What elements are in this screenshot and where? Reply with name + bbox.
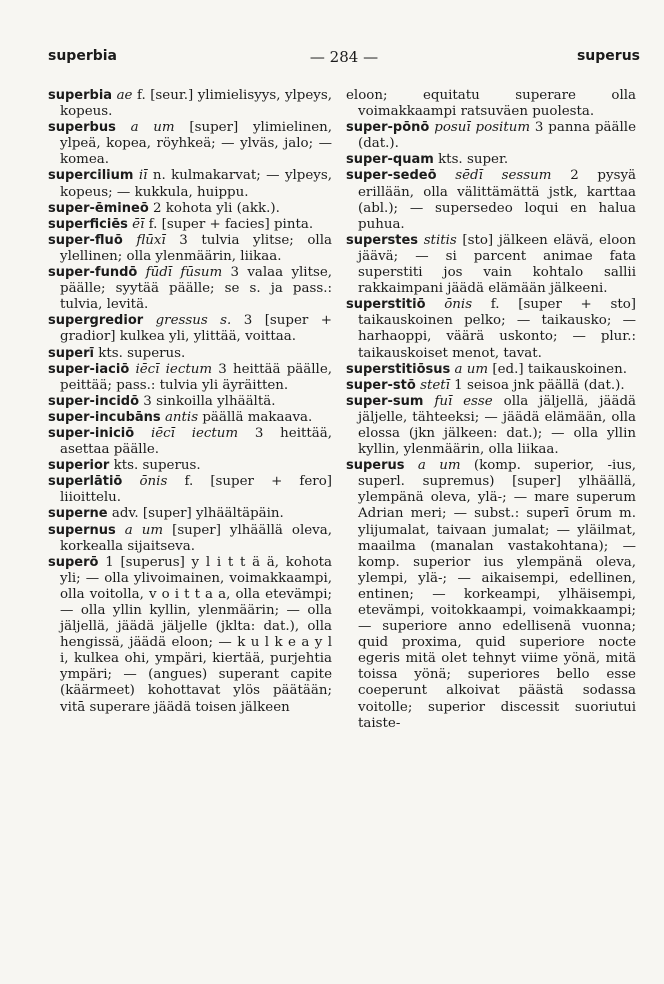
dictionary-entry (48, 523, 332, 555)
entry-definition: adv. [super] ylhäältäpäin. (107, 506, 284, 522)
entry-headword: superstitiō (346, 297, 426, 313)
entry-forms: a um (454, 361, 489, 377)
dictionary-entry (48, 474, 332, 506)
entry-definition: [super] ylimielinen, ylpeä, kopea, röyhkeä; — ylväs, jalo; — komea. (60, 120, 333, 168)
dictionary-entry (48, 217, 332, 233)
entry-headword: super-iniciō (48, 425, 135, 441)
entry-definition: 3 tulvia ylitse; olla ylellinen; olla ylenmäärin, liikaa. (60, 232, 332, 264)
entry-forms: ōnis (444, 297, 473, 313)
entry-definition: n. kulmakarvat; — ylpeys, kopeus; — kukkula, huippu. (60, 168, 332, 200)
right-column (346, 88, 636, 732)
dictionary-entry (48, 410, 332, 426)
entry-headword: super-quam (346, 152, 434, 168)
dictionary-entry (48, 88, 332, 120)
entry-headword: superlātiō (48, 474, 123, 490)
dictionary-entry (48, 201, 332, 217)
entry-definition: [ed.] taikauskoinen. (488, 361, 627, 377)
dictionary-entry (48, 168, 332, 200)
entry-definition: päällä makaava. (198, 409, 313, 425)
entry-forms: flūxī (136, 232, 166, 248)
entry-definition: 3 sinkoilla ylhäältä. (139, 393, 276, 409)
header-last-word: superus (576, 48, 640, 64)
entry-forms: ae (116, 88, 133, 103)
dictionary-entry (48, 233, 332, 265)
entry-forms: fūdī fūsum (145, 265, 223, 281)
running-header (48, 48, 640, 72)
entry-headword: supernus (48, 522, 116, 538)
entry-headword: super-stō (346, 377, 416, 393)
entry-headword: super-sedeō (346, 168, 437, 184)
entry-headword: superbia (48, 88, 113, 103)
dictionary-entry (346, 458, 636, 732)
entry-definition: kts. superus. (109, 458, 201, 474)
entry-headword: superne (48, 506, 108, 522)
header-first-word: superbia (48, 48, 117, 64)
entry-forms: iī (138, 168, 148, 184)
entry-forms: ōnis (139, 474, 168, 490)
dictionary-entry (346, 120, 636, 152)
dictionary-entry (48, 555, 332, 716)
entry-definition: eloon; equitatu superare olla voimakkaampi ratsuväen puolesta. (346, 88, 636, 120)
entry-headword: super-fluō (48, 232, 123, 248)
entry-forms: antis (164, 409, 199, 425)
entry-definition: f. [super + fero] liioittelu. (60, 474, 332, 506)
dictionary-entry (48, 394, 332, 410)
entry-forms: a um (124, 522, 164, 538)
entry-definition: kts. super. (433, 152, 509, 168)
dictionary-entry (48, 458, 332, 474)
entry-forms: stitis (423, 232, 457, 248)
dictionary-entry (48, 426, 332, 458)
entry-definition: 3 panna päälle (dat.). (358, 120, 636, 152)
entry-headword: supercilium (48, 168, 134, 184)
entry-definition: 3 valaa ylitse, päälle; syytää päälle; se s. ja pass.: tulvia, levitä. (60, 265, 333, 313)
dictionary-entry (48, 265, 332, 313)
entry-headword: superbus (48, 120, 116, 136)
entry-definition: 3 [super + gradior] kulkea yli, ylittää, voittaa. (60, 313, 332, 345)
entry-definition: 1 seisoa jnk päällä (dat.). (449, 377, 625, 393)
entry-headword: super-fundō (48, 265, 138, 281)
entry-headword: super-incidō (48, 393, 140, 409)
entry-headword: superstes (346, 232, 419, 248)
entry-forms: posuī positum (434, 120, 531, 136)
entry-forms: stetī (420, 377, 450, 393)
entry-headword: super-sum (346, 393, 424, 409)
entry-headword: super-incubāns (48, 409, 161, 425)
dictionary-entry (48, 120, 332, 168)
entry-definition: olla jäljellä, jäädä jäljelle, tähteeksi; — jäädä elämään, olla elossa (jkn jälkeen: dat.); — olla yllin kyllin, ylenmäärin, olla liikaa. (358, 393, 637, 458)
entry-definition: f. [super + facies] pinta. (144, 216, 314, 232)
entry-headword: superus (346, 458, 405, 474)
dictionary-entry (346, 88, 636, 120)
entry-headword: super-pōnō (346, 120, 430, 136)
dictionary-entry (48, 506, 332, 522)
entry-headword: super-iaciō (48, 361, 130, 377)
entry-definition: 2 kohota yli (akk.). (148, 200, 280, 216)
left-column (48, 88, 332, 716)
entry-definition: f. [super + sto] taikauskoinen pelko; — taikausko; — harhaoppi, väärä uskonto; — plur.: taikauskoiset menot, tavat. (358, 297, 636, 361)
entry-headword: superior (48, 458, 110, 474)
dictionary-entry (48, 313, 332, 345)
entry-headword: superō (48, 554, 99, 570)
entry-headword: superstitiōsus (346, 361, 451, 377)
dictionary-entry (346, 297, 636, 361)
entry-headword: superficiēs (48, 216, 128, 232)
entry-definition: f. [seur.] ylimielisyys, ylpeys, kopeus. (60, 88, 332, 120)
entry-definition: [sto] jälkeen elävä, eloon jäävä; — si parcent animae fata superstiti jos vain kohtalo sallii rakkaimpani jäädä elämään jälkeeni. (358, 232, 636, 297)
entry-forms: gressus s. (155, 313, 232, 329)
dictionary-entry (346, 152, 636, 168)
entry-forms: fuī esse (434, 393, 493, 409)
entry-definition: [super] ylhäällä oleva, korkealla sijaitseva. (60, 522, 332, 554)
dictionary-entry (346, 378, 636, 394)
dictionary-entry (346, 233, 636, 297)
dictionary-entry (346, 362, 636, 378)
dictionary-entry (346, 394, 636, 458)
entry-forms: a um (130, 120, 175, 136)
entry-forms: ēī (132, 216, 145, 232)
entry-forms: a um (417, 458, 461, 474)
dictionary-entry (48, 346, 332, 362)
entry-definition: 3 heittää, asettaa päälle. (60, 425, 332, 458)
entry-forms: iēcī iectum (135, 361, 213, 377)
entry-headword: supergredior (48, 313, 144, 329)
page-number: — 284 — (309, 48, 379, 66)
entry-forms: sēdī sessum (455, 168, 552, 184)
entry-forms: iēcī iectum (150, 425, 239, 441)
entry-definition: 1 [superus] y l i t t ä ä, kohota yli; — olla ylivoimainen, voimakkaampi, olla voitolla, v o i t t a a, olla etevämpi; — olla yllin kyllin, ylenmäärin; — olla jäljellä, jäädä jäljelle (jklta: dat.), olla hengissä, jäädä eloon; — k u l k e a y l i, kulkea ohi, ympäri, kiertää, purjehtia ympäri; — (angues) superant capite (käärmeet) kohottavat ylös päätään; vitā superare jäädä toisen jälkeen (60, 554, 332, 715)
entry-headword: superī (48, 345, 94, 361)
dictionary-entry (346, 168, 636, 232)
entry-definition: kts. superus. (93, 345, 186, 361)
dictionary-entry (48, 362, 332, 394)
entry-definition: (komp. superior, -ius, superl. supremus) [super] ylhäällä, ylempänä oleva, ylä-; — mare superum Adrian meri; — subst.: superī ōrum m. ylijumalat, taivaan jumalat; — yläilmat, maailma (manalan vastakohtana); — komp. superior ius ylempänä oleva, ylempi, ylä-; — aikaisempi, edellinen, entinen; — korkeampi, ylhäisempi, etevämpi, voitokkaampi, voimakkaampi; — superiore anno edellisenä vuonna; quid proxima, quid superiore nocte egeris mitä olet tehnyt viime yönä, mitä toissa yönä; superiores bello esse coeperunt alkoivat päästä sodassa voitolle; superior discessit suoriutui taiste- (358, 458, 636, 731)
entry-definition: 3 heittää päälle, peittää; pass.: tulvia yli äyräitten. (60, 361, 332, 393)
entry-definition: 2 pysyä erillään, olla välittämättä jstk, karttaa (abl.); — supersedeo loqui en halua puhua. (358, 168, 636, 232)
entry-headword: super-ēmineō (48, 200, 149, 216)
